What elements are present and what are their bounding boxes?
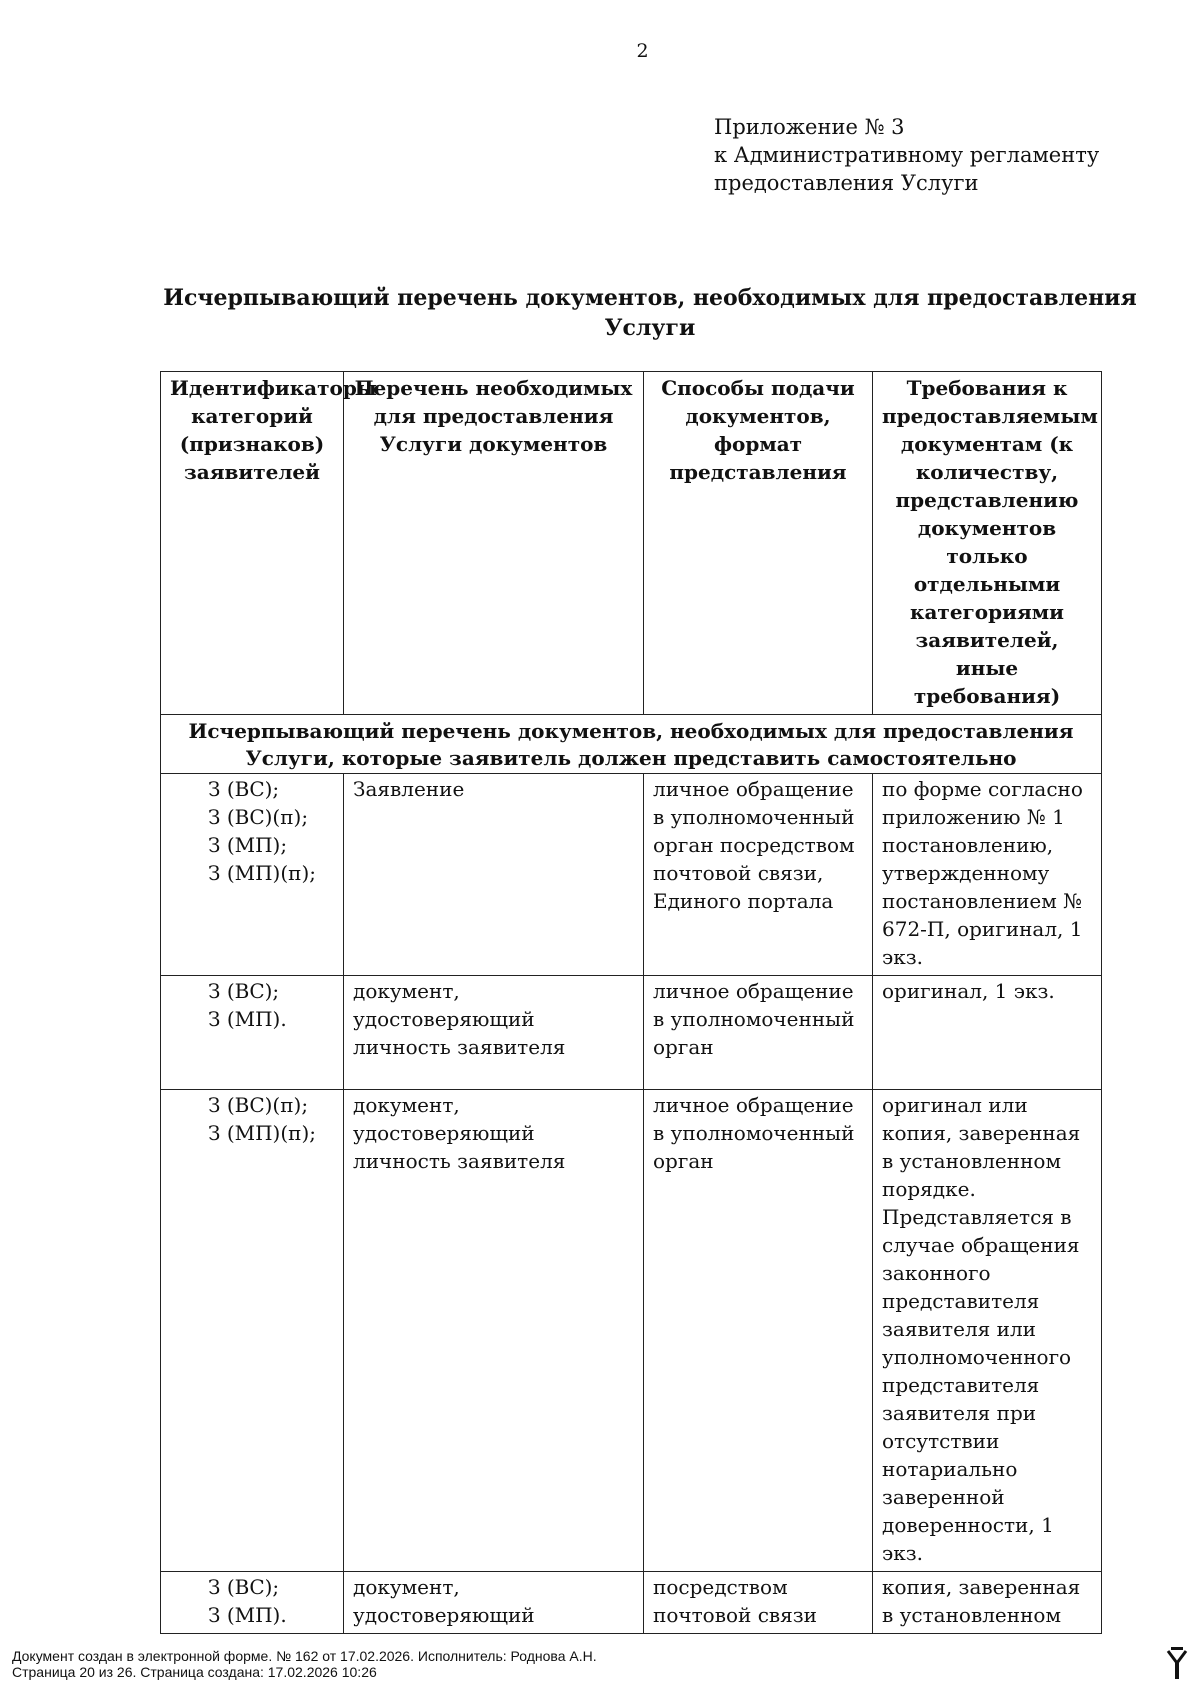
table-header-row — [161, 372, 1102, 715]
applicant-id: З (ВС)(п); — [208, 1093, 309, 1117]
applicant-ids-cell — [161, 1090, 344, 1572]
table-row — [161, 774, 1102, 976]
document-cell: документ, удостоверяющий — [344, 1572, 644, 1634]
header-requirements: Требования к предоставляемым документам (к количеству, представлению документов только отдельными категориями заявителей, иные требования) — [873, 372, 1102, 715]
method-cell: личное обращение в уполномоченный орган — [644, 976, 873, 1090]
method-cell: личное обращение в уполномоченный орган — [644, 1090, 873, 1572]
method-cell: посредством почтовой связи — [644, 1572, 873, 1634]
requirements-cell: по форме согласно приложению № 1 постановлению, утвержденному постановлением № 672-П, оригинал, 1 экз. — [873, 774, 1102, 976]
appendix-line: Приложение № 3 — [714, 115, 905, 139]
applicant-id: З (ВС); — [208, 1575, 280, 1599]
header-submission-methods: Способы подачи документов, формат представления — [644, 372, 873, 715]
header-documents-list: Перечень необходимых для предоставления Услуги документов — [344, 372, 644, 715]
document-footer — [12, 1648, 597, 1680]
header-applicant-ids: Идентификаторы категорий (признаков) заявителей — [161, 372, 344, 715]
appendix-reference — [714, 113, 1099, 197]
applicant-id: З (ВС); — [208, 979, 280, 1003]
applicant-id: З (МП). — [208, 1007, 287, 1031]
applicant-id: З (МП). — [208, 1603, 287, 1627]
applicant-id: З (ВС); — [208, 777, 280, 801]
appendix-line: к Административному регламенту — [714, 143, 1100, 167]
requirements-cell: оригинал или копия, заверенная в установленном порядке. Представляется в случае обращения законного представителя заявителя или уполномоченного представителя заявителя при отсутствии нотариально заверенной доверенности, 1 экз. — [873, 1090, 1102, 1572]
appendix-line: предоставления Услуги — [714, 171, 979, 195]
footer-line: Страница 20 из 26. Страница создана: 17.02.2026 10:26 — [12, 1664, 377, 1680]
document-cell: Заявление — [344, 774, 644, 976]
document-title-line: Услуги — [604, 315, 696, 341]
page-number: 2 — [636, 40, 649, 62]
table-row — [161, 1090, 1102, 1572]
applicant-ids-cell — [161, 774, 344, 976]
document-cell: документ, удостоверяющий личность заявителя — [344, 1090, 644, 1572]
applicant-ids-cell — [161, 1572, 344, 1634]
requirements-cell: копия, заверенная в установленном — [873, 1572, 1102, 1634]
document-cell: документ, удостоверяющий личность заявителя — [344, 976, 644, 1090]
applicant-id: З (МП)(п); — [208, 861, 317, 885]
document-seal-icon — [1166, 1645, 1188, 1683]
documents-table — [160, 371, 1102, 1634]
method-cell: личное обращение в уполномоченный орган посредством почтовой связи, Единого портала — [644, 774, 873, 976]
applicant-id: З (МП)(п); — [208, 1121, 317, 1145]
applicant-id: З (МП); — [208, 833, 288, 857]
table-row — [161, 1572, 1102, 1634]
applicant-id: З (ВС)(п); — [208, 805, 309, 829]
table-row — [161, 976, 1102, 1090]
footer-line: Документ создан в электронной форме. № 162 от 17.02.2026. Исполнитель: Роднова А.Н. — [12, 1648, 597, 1664]
table-section-row — [161, 715, 1102, 774]
requirements-cell: оригинал, 1 экз. — [873, 976, 1102, 1090]
applicant-ids-cell — [161, 976, 344, 1090]
document-title-line: Исчерпывающий перечень документов, необходимых для предоставления — [163, 285, 1137, 311]
section-title: Исчерпывающий перечень документов, необходимых для предоставления Услуги, которые заявитель должен представить самостоятельно — [161, 715, 1102, 774]
document-title — [160, 283, 1140, 343]
